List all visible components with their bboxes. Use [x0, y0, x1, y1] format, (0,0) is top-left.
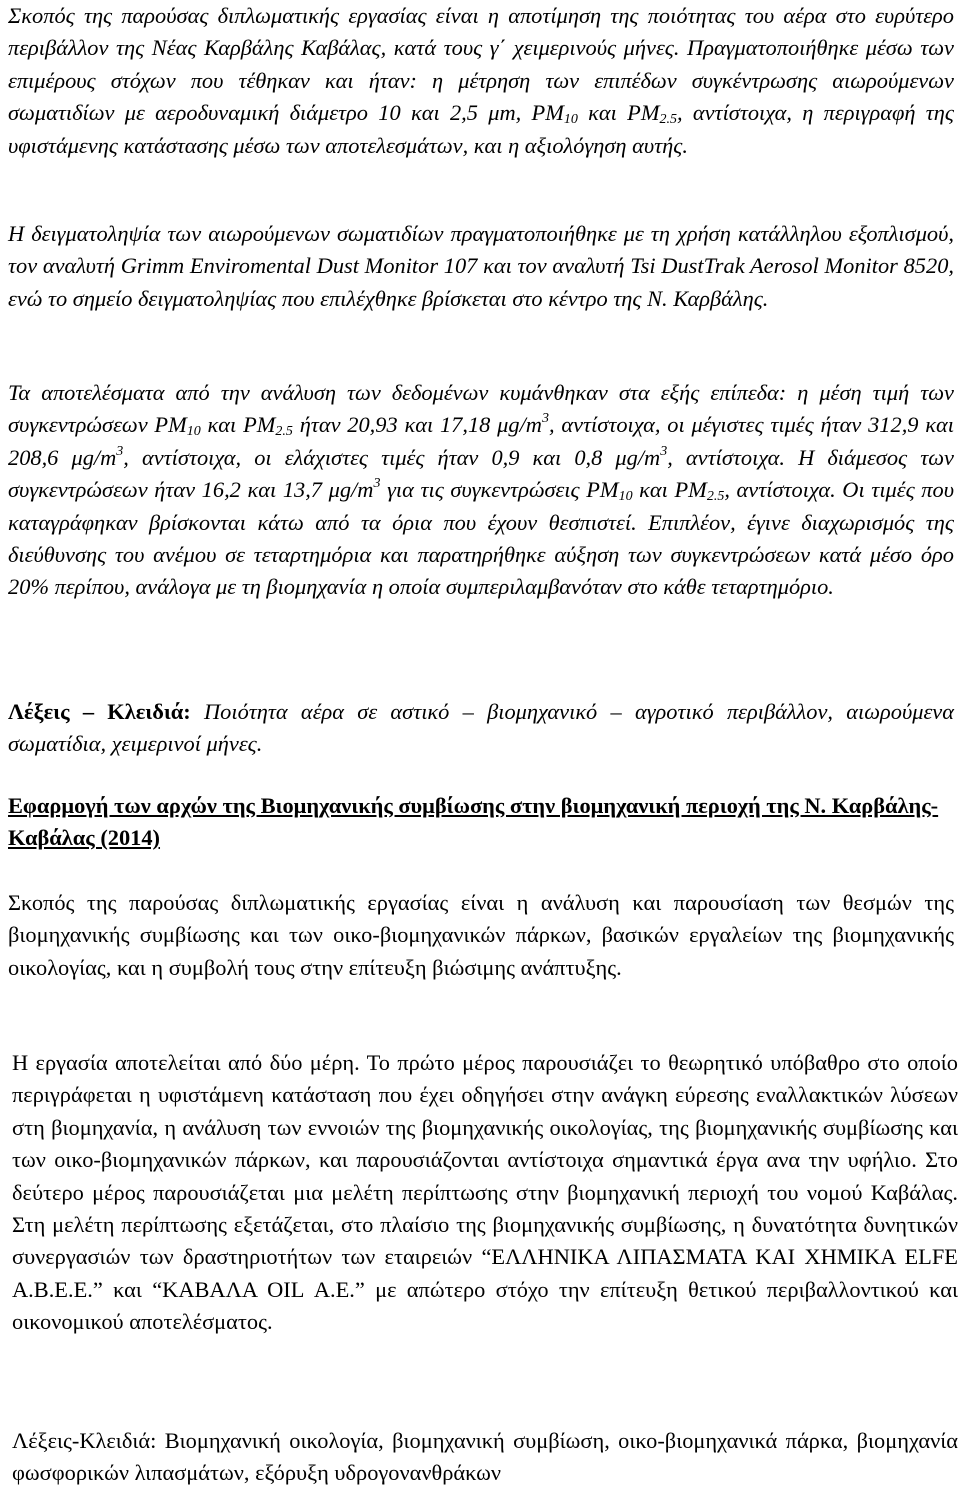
text-run: , αντίστοιχα, οι ελάχιστες τιμές ήταν 0,9 και 0,8 μg/m	[123, 444, 661, 470]
subscript: 10	[618, 489, 633, 505]
text-run: και PM	[577, 100, 660, 126]
keywords-label: Λέξεις – Κλειδιά:	[8, 699, 191, 724]
text-run: Τα αποτελέσματα από την ανάλυση των δεδομένων κυμάνθηκαν στα εξής επίπεδα: η μέση τιμή των συγκεντρώσεων PM	[8, 380, 954, 438]
abstract-1-results-paragraph	[8, 377, 954, 604]
text-run: και PM	[632, 477, 707, 503]
keywords-text: Ποιότητα αέρα σε αστικό – βιομηχανικό – αγροτικό περιβάλλον, αιωρούμενα σωματίδια, χειμερινοί μήνες.	[8, 699, 955, 757]
subscript: 2.5	[706, 489, 725, 505]
superscript: 3	[116, 443, 124, 459]
text-run: ήταν 20,93 και 17,18 μg/m	[292, 412, 542, 438]
text-run: , αντίστοιχα, οι μέγιστες τιμές ήταν 312,9 και 208,6 μg/m	[8, 412, 954, 470]
abstract-1-sampling-paragraph: Η δειγματοληψία των αιωρούμενων σωματιδίων πραγματοποιήθηκε με τη χρήση κατάλληλου εξοπλισμού, τον αναλυτή Grimm Enviromental Dust Monitor 107 και τον αναλυτή Tsi DustTrak Aerosol Monitor 8520, ενώ το σημείο δειγματοληψίας που επιλέχθηκε βρίσκεται στο κέντρο της Ν. Καρβάλης.	[8, 221, 954, 311]
superscript: 3	[541, 411, 549, 427]
text-run: , αντίστοιχα, η περιγραφή της υφιστάμενης κατάστασης μέσω των αποτελεσμάτων, και η αξιολόγηση αυτής.	[8, 100, 954, 158]
abstract-1-keywords	[8, 696, 954, 761]
section-2-heading: Εφαρμογή των αρχών της Βιομηχανικής συμβίωσης στην βιομηχανική περιοχή της Ν. Καρβάλης-Καβάλας (2014)	[8, 793, 939, 851]
abstract-2-purpose-paragraph: Σκοπός της παρούσας διπλωματικής εργασίας είναι η ανάλυση και παρουσίαση των θεσμών της βιομηχανικής συμβίωσης και των οικο-βιομηχανικών πάρκων, βασικών εργαλείων της βιομηχανικής οικολογίας, και η συμβολή τους στην επίτευξη βιώσιμης ανάπτυξης.	[8, 890, 954, 980]
text-run: για τις συγκεντρώσεις PM	[380, 477, 619, 503]
text-run: Σκοπός της παρούσας διπλωματικής εργασίας είναι η αποτίμηση της ποιότητας του αέρα στο ευρύτερο περιβάλλον της Νέας Καρβάλης Καβάλας, κατά τους γ΄ χειμερινούς μήνες. Πραγματοποιήθηκε μέσω των επιμέρους στόχων που τέθηκαν και ήταν: η μέτρηση των επιπέδων συγκέντρωσης αιωρούμενων σωματιδίων με αεροδυναμική διάμετρο 10 και 2,5 μm, PM	[8, 3, 954, 126]
abstract-1-purpose-paragraph	[8, 0, 954, 162]
text-run: , αντίστοιχα. Η διάμεσος των συγκεντρώσεων ήταν 16,2 και 13,7 μg/m	[8, 444, 954, 503]
text-run: , αντίστοιχα. Οι τιμές που καταγράφηκαν βρίσκονται κάτω από τα όρια που έχουν θεσπιστεί. Επιπλέον, έγινε διαχωρισμός της διεύθυνσης του ανέμου σε τεταρτημόρια και παρατηρήθηκε αύξηση των συγκεντρώσεων κατά μέσο όρο 20% περίπου, ανάλογα με τη βιομηχανία η οποία συμπεριλαμβανόταν στο κάθε τεταρτημόριο.	[8, 477, 954, 600]
subscript: 2.5	[275, 424, 293, 440]
abstract-2-keywords: Λέξεις-Κλειδιά: Βιομηχανική οικολογία, βιομηχανική συμβίωση, οικο-βιομηχανικά πάρκα, βιομηχανία φωσφορικών λιπασμάτων, εξόρυξη υδρογονανθράκων	[12, 1428, 958, 1486]
subscript: 10	[186, 424, 201, 440]
abstract-2-structure-paragraph: Η εργασία αποτελείται από δύο μέρη. Το πρώτο μέρος παρουσιάζει το θεωρητικό υπόβαθρο στο οποίο περιγράφεται η υφιστάμενη κατάσταση που έχει οδηγήσει στην ανάγκη εύρεσης εναλλακτικών λύσεων στη βιομηχανία, η ανάλυση των εννοιών της βιομηχανικής οικολογίας, της βιομηχανικής συμβίωσης και των οικο-βιομηχανικών πάρκων, και παρουσιάζονται αντίστοιχα σημαντικά έργα ανα την υφήλιο. Στο δεύτερο μέρος παρουσιάζεται μια μελέτη περίπτωσης στην βιομηχανική περιοχή του νομού Καβάλας. Στη μελέτη περίπτωσης εξετάζεται, στο πλαίσιο της βιομηχανικής συμβίωσης, η δυνατότητα δυνητικών συνεργασιών των δραστηριοτήτων των εταιρειών “ΕΛΛΗΝΙΚΑ ΛΙΠΑΣΜΑΤΑ ΚΑΙ ΧΗΜΙΚΑ ELFE Α.Β.Ε.Ε.” και “ΚΑΒΑΛΑ OIL Α.Ε.” με απώτερο στόχο την επίτευξη θετικού περιβαλλοντικού και οικονομικού αποτελέσματος.	[12, 1050, 958, 1335]
subscript: 2.5	[659, 112, 677, 128]
superscript: 3	[373, 476, 381, 492]
subscript: 10	[563, 112, 578, 128]
text-run: και PM	[200, 412, 276, 438]
superscript: 3	[660, 443, 668, 459]
